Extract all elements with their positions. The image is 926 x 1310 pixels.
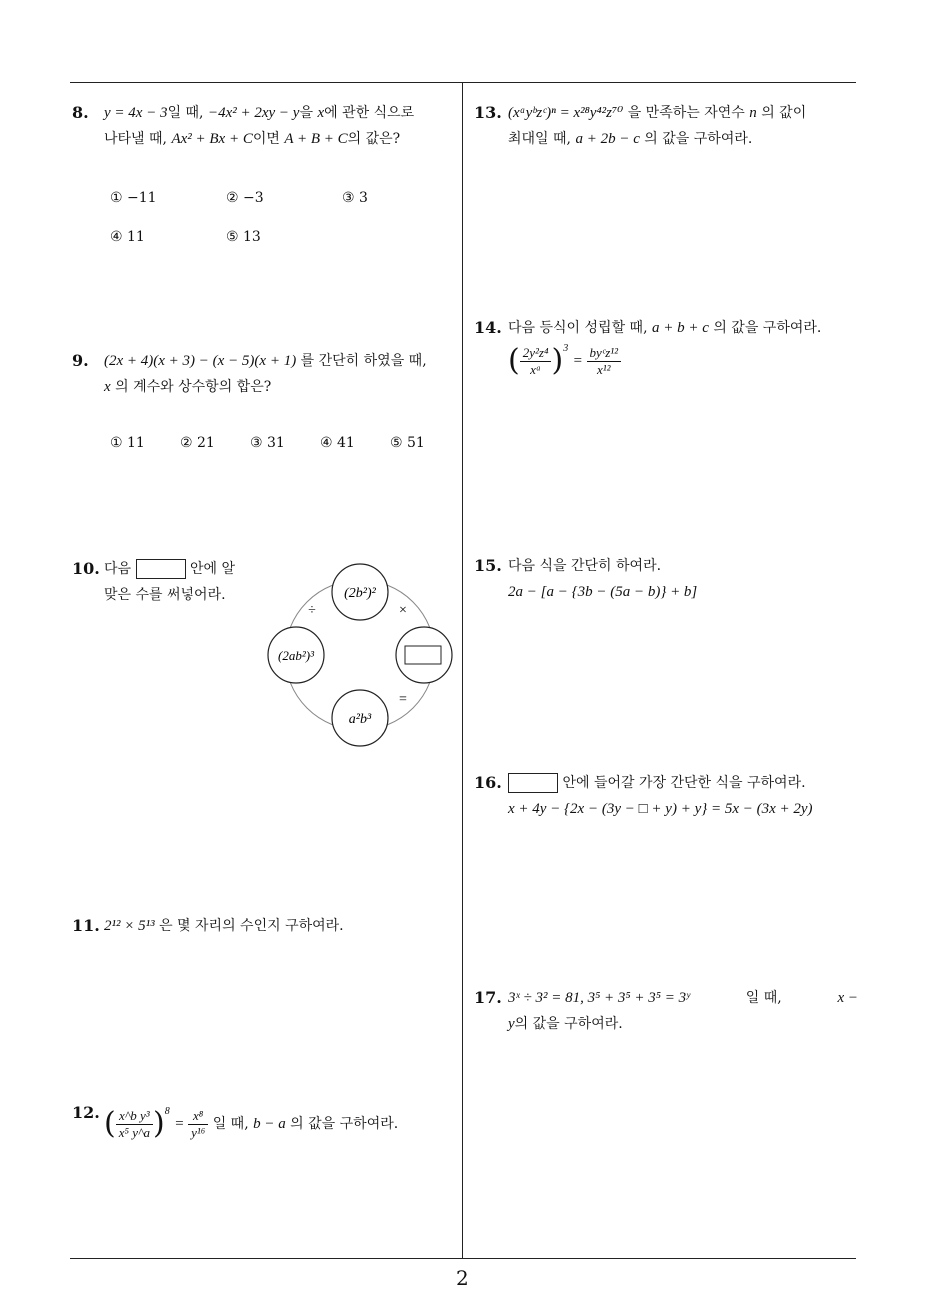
q8-option-1: ① −11: [110, 190, 157, 206]
answer-box: [405, 646, 441, 664]
question-14: 다음 등식이 성립할 때, a + b + c 의 값을 구하여라. ( $\frac{\text{2y²z⁴}}{\text{xᵃ}}$ )$^3$ = $\frac{\text{byᶜz¹²}}{\text{x¹²}}$: [508, 320, 822, 378]
q9-option-4: ④ 41: [320, 435, 355, 451]
q8-option-2: ② −3: [226, 190, 264, 206]
answer-blank-box: [136, 559, 186, 579]
column-divider: [462, 82, 463, 1258]
question-number-9: 9.: [72, 351, 89, 370]
top-term: (2b²)²: [344, 586, 376, 601]
question-13: (xᵃyᵇzᶜ)ⁿ = x²⁸y⁴²z⁷⁰ 을 만족하는 자연수 n 의 값이 최대일 때, a + 2b − c 의 값을 구하여라.: [508, 105, 807, 147]
bottom-rule: [70, 1258, 856, 1259]
equals-operator: =: [399, 692, 407, 707]
cycle-diagram: [262, 560, 458, 750]
question-9: (2x + 4)(x + 3) − (x − 5)(x + 1) 를 간단히 하였을 때, x 의 계수와 상수항의 합은?: [104, 353, 427, 395]
divide-operator: ÷: [308, 603, 316, 618]
question-number-17: 17.: [474, 988, 502, 1007]
question-11: 2¹² × 5¹³ 은 몇 자리의 수인지 구하여라.: [104, 918, 344, 934]
q9-option-2: ② 21: [180, 435, 215, 451]
q9-option-1: ① 11: [110, 435, 145, 451]
question-16: 안에 들어갈 가장 간단한 식을 구하여라. x + 4y − {2x − (3y − □ + y) + y} = 5x − (3x + 2y): [508, 775, 813, 817]
question-number-16: 16.: [474, 773, 502, 792]
question-number-13: 13.: [474, 103, 502, 122]
bottom-term: a²b³: [348, 712, 372, 727]
answer-blank-box: [508, 773, 558, 793]
question-number-11: 11.: [72, 916, 100, 935]
top-rule: [70, 82, 856, 83]
q9-option-5: ⑤ 51: [390, 435, 425, 451]
question-10: 다음 안에 알 맞은 수를 써넣어라.: [104, 561, 235, 603]
question-12: ( $\frac{\text{x\textasciicircum{}b y³}}{\text{x⁵ y\textasciicircum{}a}}$ )$^8$ = $\frac{\text{x⁸}}{\text{y¹⁶}}$ 일 때, b − a 의 값을 구하여라.: [104, 1106, 399, 1141]
question-15: 다음 식을 간단히 하여라. 2a − [a − {3b − (5a − b)} + b]: [508, 558, 698, 600]
q8-option-4: ④ 11: [110, 229, 145, 245]
question-number-10: 10.: [72, 559, 100, 578]
question-number-15: 15.: [474, 556, 502, 575]
question-number-14: 14.: [474, 318, 502, 337]
question-number-8: 8.: [72, 103, 89, 122]
q8-option-5: ⑤ 13: [226, 229, 261, 245]
question-17: 3ˣ ÷ 3² = 81, 3⁵ + 3⁵ + 3⁵ = 3ʸ 일 때, x − y의 값을 구하여라.: [508, 990, 858, 1032]
q9-option-3: ③ 31: [250, 435, 285, 451]
question-number-12: 12.: [72, 1103, 100, 1122]
times-operator: ×: [399, 603, 407, 618]
page-number: 2: [456, 1266, 469, 1290]
question-8-line-1: y = 4x − 3일 때, −4x² + 2xy − y을 x에 관한 식으로: [104, 105, 415, 121]
q8-option-3: ③ 3: [342, 190, 368, 206]
question-8-line-2: 나타낼 때, Ax² + Bx + C이면 A + B + C의 값은?: [104, 131, 401, 147]
question-8: [104, 100, 454, 152]
left-term: (2ab²)³: [278, 648, 314, 663]
